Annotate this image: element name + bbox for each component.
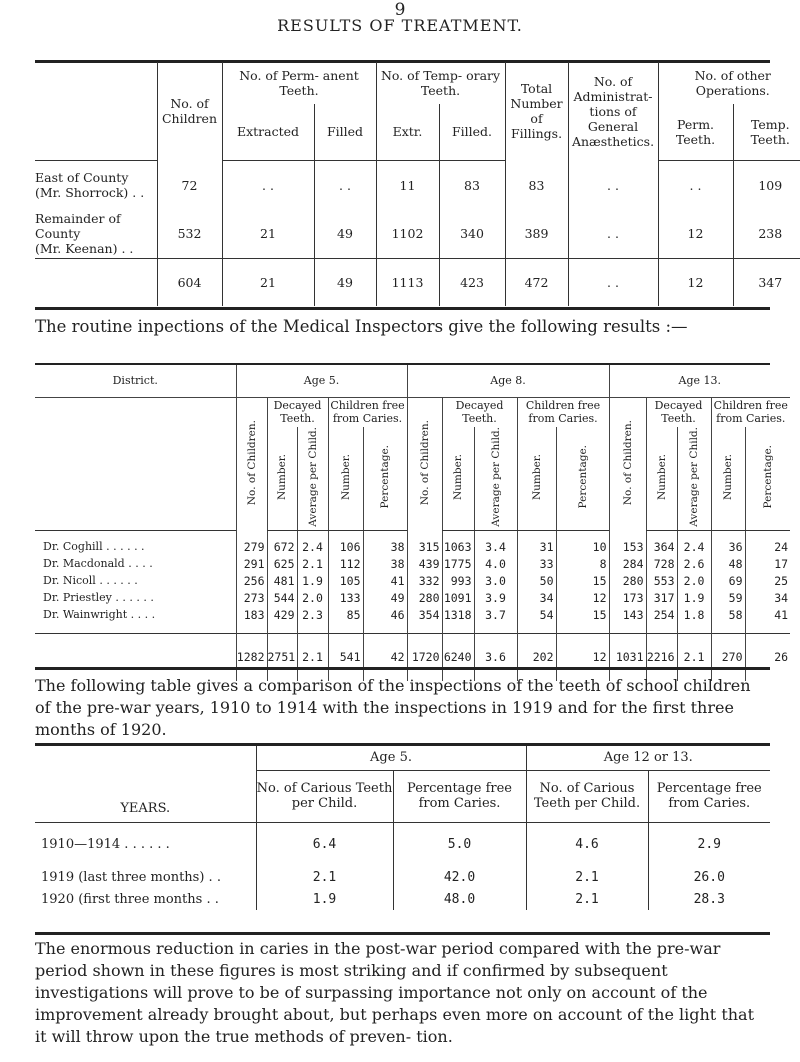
header-district: District. — [35, 365, 236, 397]
rule-after-inspection — [35, 667, 770, 670]
cell-value: 17 — [745, 555, 790, 572]
rule-after-treatment — [35, 307, 770, 310]
cell-value: 5.0 — [393, 822, 526, 866]
header-extracted: Extracted — [222, 104, 314, 160]
cell-value: 553 — [646, 572, 677, 589]
table-row — [35, 538, 790, 555]
cell-value: 4.6 — [526, 822, 648, 866]
header-free: Percentage free from Caries. — [393, 770, 526, 822]
table-row — [35, 888, 770, 910]
cell-value: 993 — [442, 572, 474, 589]
cell-value: 112 — [328, 555, 363, 572]
table-row — [35, 555, 790, 572]
cell-value: 183 — [236, 606, 267, 623]
cell-value: 10 — [556, 538, 609, 555]
cell-value: 332 — [407, 572, 442, 589]
treatment-table — [35, 62, 800, 306]
district-name: Dr. Priestley . . . . . . — [43, 591, 154, 605]
cell-value: 1063 — [442, 538, 474, 555]
cell-value: 12 — [556, 589, 609, 606]
cell-value: 315 — [407, 538, 442, 555]
table-row — [35, 822, 770, 866]
cell-value: 48 — [711, 555, 745, 572]
cell-value: 2.6 — [677, 555, 711, 572]
header-age13: Age 13. — [609, 365, 790, 397]
cell-value: 38 — [363, 555, 407, 572]
comparison-table — [35, 746, 770, 910]
cell-value: 38 — [363, 538, 407, 555]
cell-value: 279 — [236, 538, 267, 555]
table-row: Remainder of County (Mr. Keenan) . . 532 21 49 1102 340 389 . . 12 238 — [35, 210, 800, 258]
table-row — [35, 866, 770, 888]
corner-cell — [35, 62, 157, 104]
cell-value: 429 — [267, 606, 297, 623]
total-value: 270 — [711, 633, 745, 681]
district-name: Dr. Macdonald . . . . — [43, 557, 153, 571]
total-value: 6240 — [442, 633, 474, 681]
totals-row: 604 21 49 1113 423 472 . . 12 347 — [35, 258, 800, 306]
header-age12: Age 12 or 13. — [526, 746, 770, 770]
cell-value: 31 — [517, 538, 556, 555]
cell-value: 2.0 — [677, 572, 711, 589]
total-value: 42 — [363, 633, 407, 681]
total-value: 3.6 — [474, 633, 517, 681]
cell-value: 291 — [236, 555, 267, 572]
total-value: 541 — [328, 633, 363, 681]
cell-value: 1.9 — [256, 888, 393, 910]
cell-value: 481 — [267, 572, 297, 589]
cell-value: 59 — [711, 589, 745, 606]
cell-value: 26.0 — [648, 866, 770, 888]
total-value: 2751 — [267, 633, 297, 681]
total-value: 2216 — [646, 633, 677, 681]
cell-value: 3.7 — [474, 606, 517, 623]
cell-value: 2.9 — [648, 822, 770, 866]
cell-value: 1775 — [442, 555, 474, 572]
inspection-table: District. Age 5. Age 8. Age 13. No. of Children. Decayed Teeth. Children free from Caries. No. of Children. Decayed Teeth. Children free from Caries. No. of Children. Decayed Teeth. Children free from Caries. Number. Average per Child. Number. Percentage. Number. Average per Child. Number. Percentage. Number. Average per Child. Number. Percentage. Dr. Coghill . . . . . . 279 672 2.4 106 38 315 1063 3.4 31 10 153 364 2.4 36 24 Dr. Macdonald . . . . 291 625 2.1 112 38 439 1775 4.0 33 8 284 728 2.6 48 17 Dr. Nicoll . . . . . . 256 481 1.9 105 41 332 993 3.0 50 15 280 553 2.0 69 25 Dr. Priestley . . . . . . 273 544 2.0 133 49 280 1091 3.9 34 12 173 317 1.9 59 34 Dr. Wainwright . . . . 183 429 2.3 85 46 354 1318 3.7 54 15 143 254 1.8 58 41 1282 2751 2.1 541 42 1720 6240 3.6 202 12 1031 2216 2.1 270 26 — [35, 365, 790, 681]
total-value: 2.1 — [677, 633, 711, 681]
cell-value: 544 — [267, 589, 297, 606]
header-perm-teeth: Perm. Teeth. — [658, 104, 733, 160]
header-age5: Age 5. — [256, 746, 526, 770]
header-filled-temp: Filled. — [439, 104, 505, 160]
cell-value: 2.4 — [677, 538, 711, 555]
header-permanent: No. of Perm- anent Teeth. — [222, 62, 376, 104]
cell-value: 364 — [646, 538, 677, 555]
cell-value: 25 — [745, 572, 790, 589]
table-row — [35, 589, 790, 606]
cell-value: 2.3 — [297, 606, 328, 623]
cell-value: 36 — [711, 538, 745, 555]
table-row — [35, 572, 790, 589]
total-value: 12 — [556, 633, 609, 681]
cell-value: 48.0 — [393, 888, 526, 910]
cell-value: 672 — [267, 538, 297, 555]
table-row: East of County (Mr. Shorrock) . . 72 . . . . 11 83 83 . . . . 109 — [35, 160, 800, 210]
header-temporary: No. of Temp- orary Teeth. — [376, 62, 505, 104]
page-heading: RESULTS OF TREATMENT. — [277, 16, 523, 35]
cell-value: 2.1 — [256, 866, 393, 888]
header-extr: Extr. — [376, 104, 439, 160]
cell-value: 1.9 — [677, 589, 711, 606]
cell-value: 625 — [267, 555, 297, 572]
cell-value: 46 — [363, 606, 407, 623]
rule-after-comparison — [35, 932, 770, 935]
cell-value: 105 — [328, 572, 363, 589]
cell-value: 354 — [407, 606, 442, 623]
district-name: Dr. Nicoll . . . . . . — [43, 574, 138, 588]
cell-value: 6.4 — [256, 822, 393, 866]
cell-value: 2.1 — [526, 866, 648, 888]
cell-value: 24 — [745, 538, 790, 555]
cell-value: 1091 — [442, 589, 474, 606]
comparison-intro: The following table gives a comparison of the inspections of the teeth of school children of the pre-war years, 1910 to 1914 with the inspections in 1919 and for the first three months of 1920. — [35, 676, 751, 739]
cell-value: 41 — [745, 606, 790, 623]
cell-value: 42.0 — [393, 866, 526, 888]
intro-text: The routine inpections of the Medical Inspectors give the following results :— — [35, 317, 688, 336]
header-carious: No. of Carious Teeth per Child. — [526, 770, 648, 822]
cell-value: 1.9 — [297, 572, 328, 589]
total-value: 1282 — [236, 633, 267, 681]
year-label: 1910—1914 . . . . . . — [41, 836, 170, 852]
cell-value: 273 — [236, 589, 267, 606]
cell-value: 2.0 — [297, 589, 328, 606]
cell-value: 69 — [711, 572, 745, 589]
page-number: 9 — [394, 0, 406, 20]
header-anaesthetics: No. of Administrat- tions of General Anæsthetics. — [568, 62, 658, 160]
cell-value: 280 — [609, 572, 646, 589]
header-total-fillings: Total Number of Fillings. — [505, 62, 568, 160]
cell-value: 280 — [407, 589, 442, 606]
conclusion-text: The enormous reduction in caries in the post-war period compared with the pre-war period shown in these figures is most striking and if confirmed by subsequent investigations will prove to be of surpassing importance not only on account of the improvement already brought about, but perhaps even more on account of the light that it will throw upon the true methods of preven- tion. — [35, 939, 755, 1046]
cell-value: 106 — [328, 538, 363, 555]
header-free: Percentage free from Caries. — [648, 770, 770, 822]
cell-value: 317 — [646, 589, 677, 606]
district-name: Dr. Coghill . . . . . . — [43, 540, 145, 554]
cell-value: 8 — [556, 555, 609, 572]
cell-value: 439 — [407, 555, 442, 572]
cell-value: 54 — [517, 606, 556, 623]
cell-value: 284 — [609, 555, 646, 572]
cell-value: 256 — [236, 572, 267, 589]
cell-value: 254 — [646, 606, 677, 623]
cell-value: 2.4 — [297, 538, 328, 555]
cell-value: 58 — [711, 606, 745, 623]
cell-value: 2.1 — [297, 555, 328, 572]
header-age8: Age 8. — [407, 365, 609, 397]
total-value: 1720 — [407, 633, 442, 681]
total-value: 26 — [745, 633, 790, 681]
cell-value: 49 — [363, 589, 407, 606]
header-years: YEARS. — [35, 770, 256, 822]
cell-value: 50 — [517, 572, 556, 589]
cell-value: 4.0 — [474, 555, 517, 572]
cell-value: 15 — [556, 572, 609, 589]
year-label: 1919 (last three months) . . — [41, 869, 221, 885]
cell-value: 1.8 — [677, 606, 711, 623]
header-carious: No. of Carious Teeth per Child. — [256, 770, 393, 822]
cell-value: 34 — [517, 589, 556, 606]
cell-value: 173 — [609, 589, 646, 606]
header-temp-teeth: Temp. Teeth. — [733, 104, 800, 160]
cell-value: 85 — [328, 606, 363, 623]
cell-value: 728 — [646, 555, 677, 572]
cell-value: 3.4 — [474, 538, 517, 555]
table-row — [35, 606, 790, 623]
district-name: Dr. Wainwright . . . . — [43, 608, 156, 622]
cell-value: 41 — [363, 572, 407, 589]
total-value: 202 — [517, 633, 556, 681]
cell-value: 3.9 — [474, 589, 517, 606]
header-other-operations: No. of other Operations. — [658, 62, 800, 104]
cell-value: 143 — [609, 606, 646, 623]
cell-value: 3.0 — [474, 572, 517, 589]
header-children: No. of Children — [157, 62, 222, 160]
cell-value: 34 — [745, 589, 790, 606]
cell-value: 15 — [556, 606, 609, 623]
cell-value: 2.1 — [526, 888, 648, 910]
header-age5: Age 5. — [236, 365, 407, 397]
total-value: 1031 — [609, 633, 646, 681]
year-label: 1920 (first three months . . — [41, 891, 219, 907]
cell-value: 1318 — [442, 606, 474, 623]
total-value: 2.1 — [297, 633, 328, 681]
cell-value: 153 — [609, 538, 646, 555]
cell-value: 133 — [328, 589, 363, 606]
header-filled: Filled — [314, 104, 376, 160]
cell-value: 33 — [517, 555, 556, 572]
cell-value: 28.3 — [648, 888, 770, 910]
